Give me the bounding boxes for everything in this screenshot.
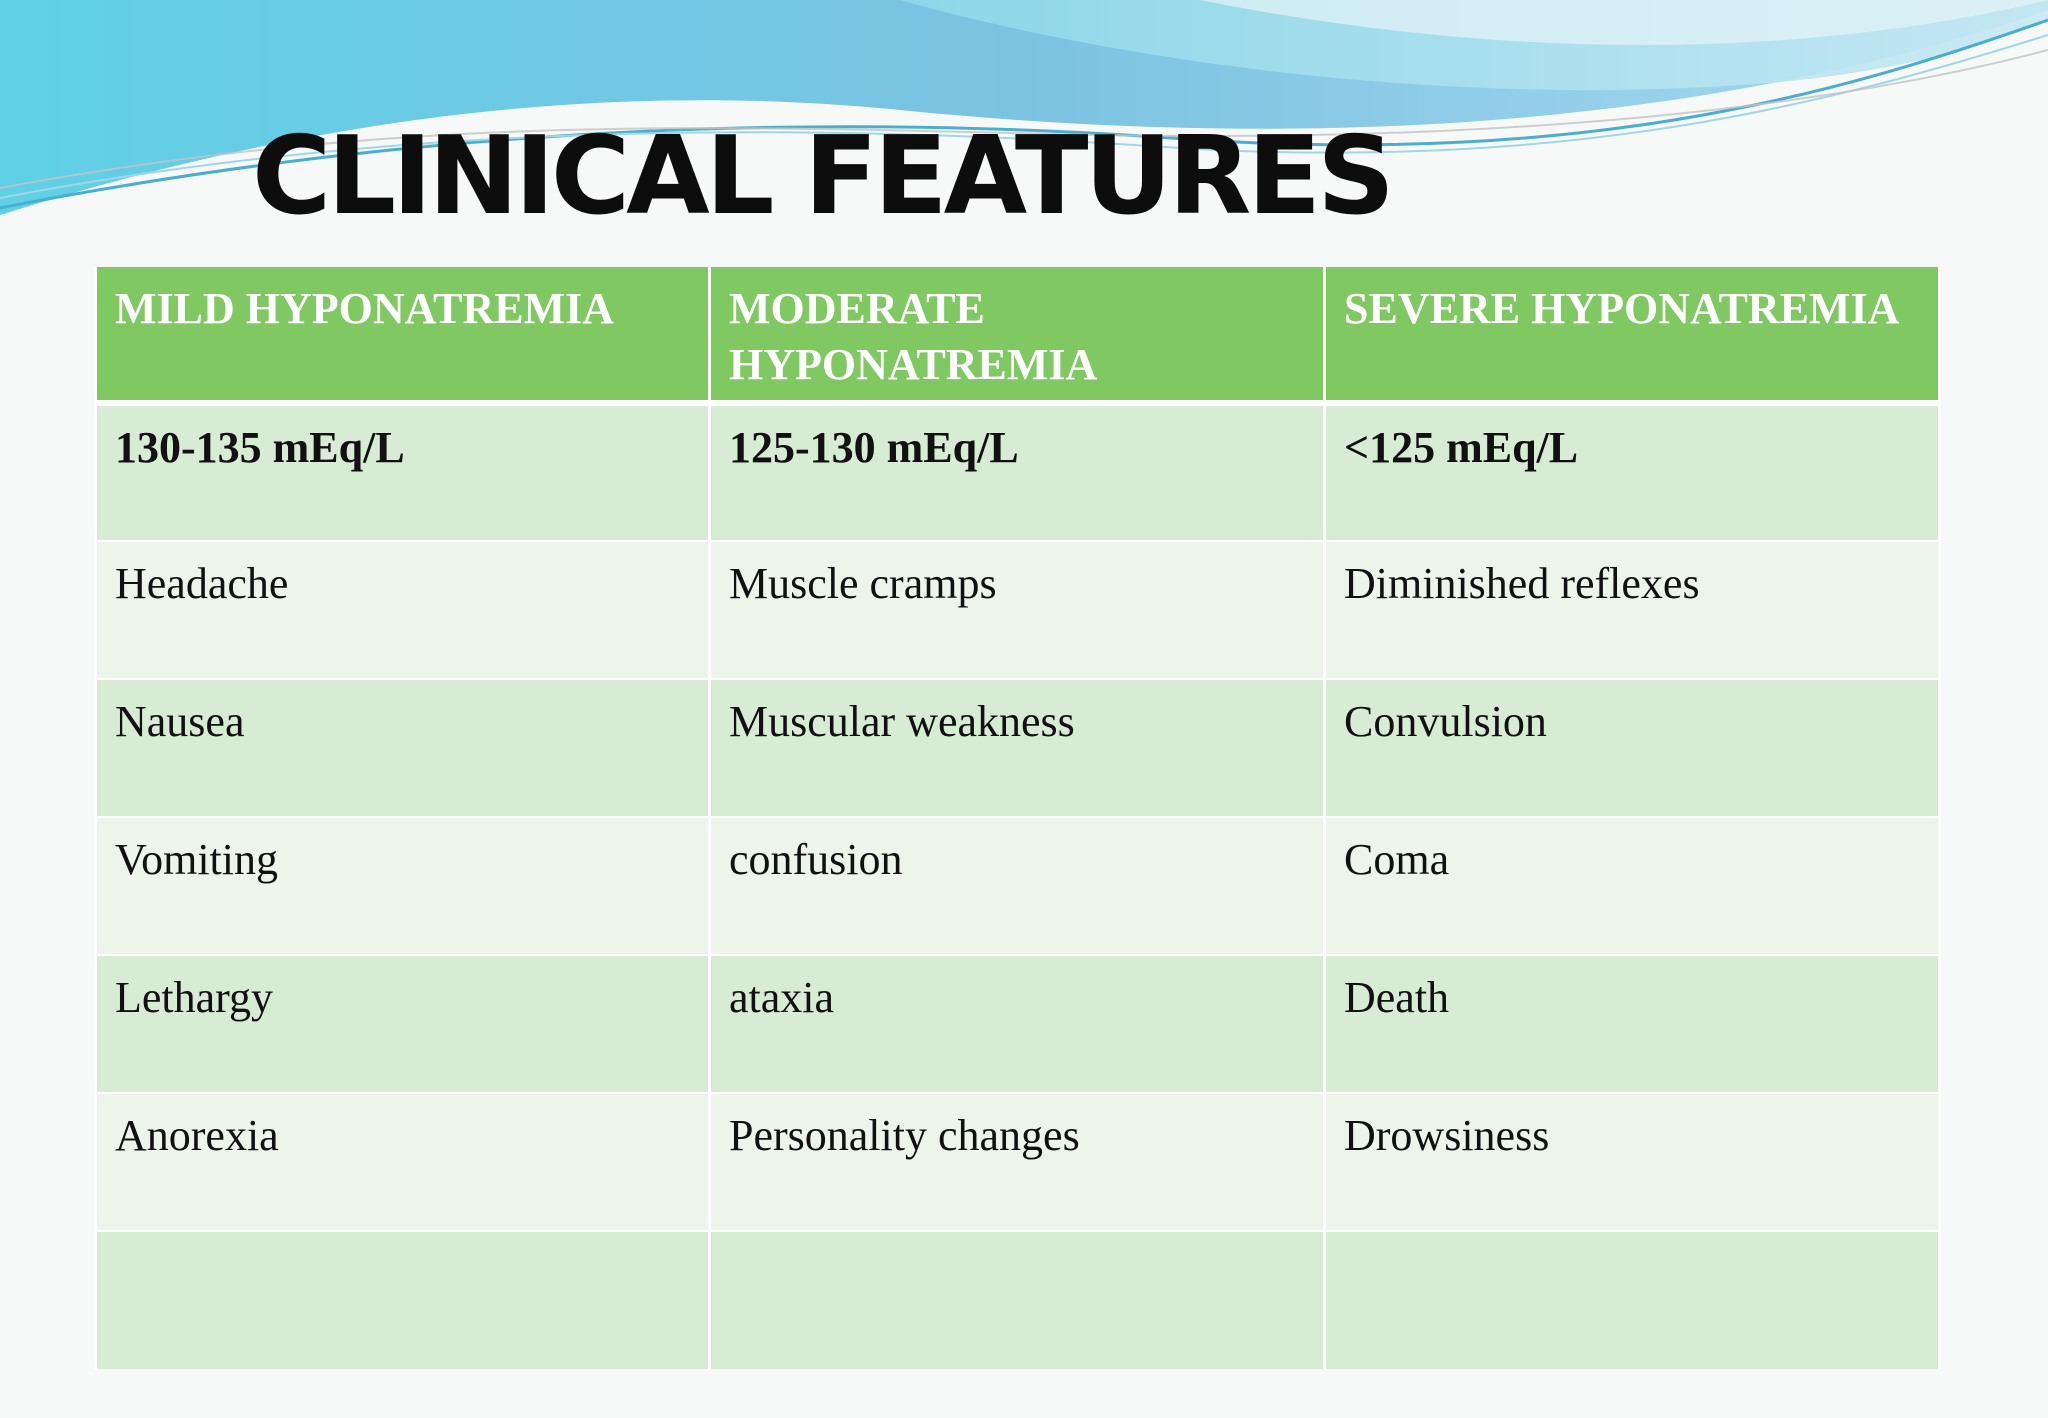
slide-title: CLINICAL FEATURES <box>252 114 1391 239</box>
table-cell: Coma <box>1325 817 1940 955</box>
table-cell <box>96 1231 710 1369</box>
table-cell: Drowsiness <box>1325 1093 1940 1231</box>
range-mild: 130-135 mEq/L <box>96 403 710 541</box>
table-cell: Headache <box>96 541 710 679</box>
range-row <box>96 403 1940 541</box>
table-cell <box>710 1231 1325 1369</box>
table-row-empty <box>96 1231 1940 1369</box>
table-cell <box>1325 1231 1940 1369</box>
table-cell: confusion <box>710 817 1325 955</box>
header-severe: SEVERE HYPONATREMIA <box>1325 267 1940 403</box>
table-cell: Personality changes <box>710 1093 1325 1231</box>
table-cell: Muscle cramps <box>710 541 1325 679</box>
table-cell: Muscular weakness <box>710 679 1325 817</box>
table-cell: Death <box>1325 955 1940 1093</box>
table-cell: Vomiting <box>96 817 710 955</box>
table-row <box>96 1093 1940 1231</box>
range-moderate: 125-130 mEq/L <box>710 403 1325 541</box>
table-header-row <box>96 267 1940 403</box>
table-cell: Nausea <box>96 679 710 817</box>
table-row <box>96 955 1940 1093</box>
table-cell: Lethargy <box>96 955 710 1093</box>
header-moderate: MODERATE HYPONATREMIA <box>710 267 1325 403</box>
table-cell: Convulsion <box>1325 679 1940 817</box>
table-cell: Anorexia <box>96 1093 710 1231</box>
hyponatremia-table <box>94 267 1938 1369</box>
table-row <box>96 817 1940 955</box>
header-mild: MILD HYPONATREMIA <box>96 267 710 403</box>
table-cell: Diminished reflexes <box>1325 541 1940 679</box>
table-cell: ataxia <box>710 955 1325 1093</box>
table-row <box>96 541 1940 679</box>
table-row <box>96 679 1940 817</box>
range-severe: <125 mEq/L <box>1325 403 1940 541</box>
